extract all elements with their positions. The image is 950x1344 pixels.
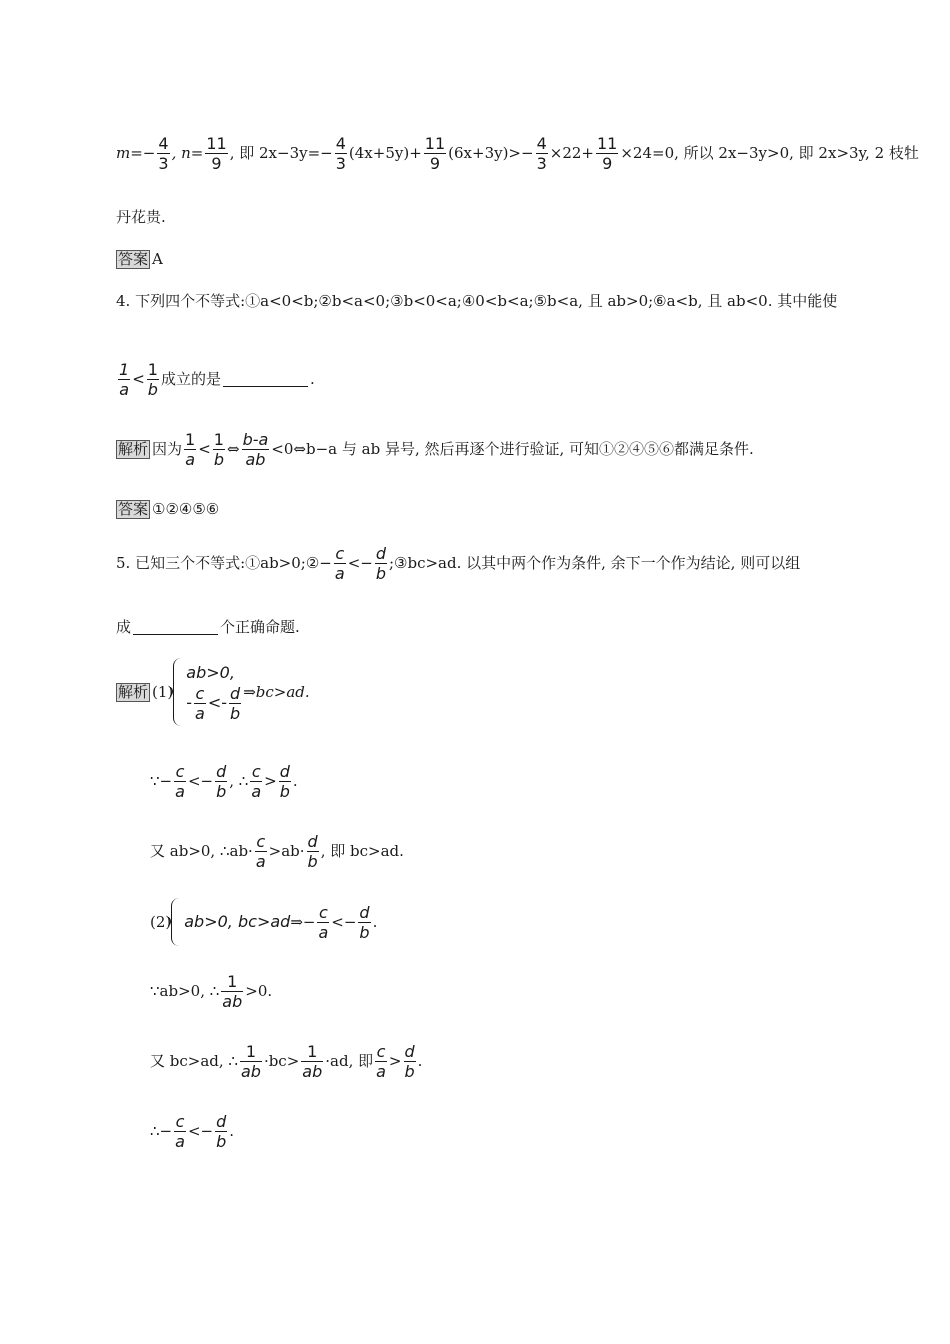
condition-system bbox=[184, 911, 290, 933]
fraction: $\frac{11}{9}$ bbox=[206, 134, 227, 173]
fraction: $\frac{c}{a}$ bbox=[376, 1042, 386, 1081]
prev-solution-line-1 bbox=[116, 134, 919, 173]
q5-stem-line-2 bbox=[116, 620, 300, 635]
condition-row: bc>ad bbox=[237, 912, 291, 931]
fraction: $\frac{4}{3}$ bbox=[335, 134, 346, 173]
fraction: $\frac{d}{b}$ bbox=[216, 1112, 227, 1151]
condition-row: - $\frac{c}{a}$ <- $\frac{d}{b}$ bbox=[186, 683, 241, 723]
text: m=− bbox=[116, 144, 156, 162]
fraction: $\frac{4}{3}$ bbox=[158, 134, 169, 173]
text: 因为 bbox=[152, 440, 183, 458]
text: 成立的是 bbox=[160, 370, 221, 388]
analysis-tag: 解析 bbox=[118, 682, 149, 701]
q4-answer bbox=[116, 500, 219, 519]
condition-row: ab>0, bbox=[186, 662, 235, 682]
less-than-sign: < bbox=[132, 370, 145, 388]
fraction: $\frac{1}{a}$ bbox=[185, 430, 196, 469]
condition-row: ab>0, bbox=[184, 912, 233, 931]
fraction: $\frac{4}{3}$ bbox=[536, 134, 547, 173]
text: 5. 已知三个不等式:①ab>0;②− bbox=[116, 554, 332, 572]
fraction: $\frac{1}{ab}$ bbox=[302, 1042, 323, 1081]
fraction: $\frac{1}{a}$ bbox=[119, 360, 130, 399]
q5-step: 又 bc>ad, ∴ $\frac{1}{ab}$ ·bc> $\frac{1}{ab}$ ·ad, 即 $\frac{c}{a}$ > $\frac{d}{b}$ . bbox=[150, 1042, 423, 1081]
question-text: 4. 下列四个不等式:①a<0<b;②b<a<0;③b<0<a;④0<b<a;⑤b<a, 且 ab>0;⑥a<b, 且 ab<0. 其中能使 bbox=[116, 292, 838, 310]
fraction: $\frac{b-a}{ab}$ bbox=[242, 430, 269, 469]
answer-text: ①②④⑤⑥ bbox=[152, 500, 220, 518]
fraction: $\frac{c}{a}$ bbox=[175, 762, 185, 801]
text: <0⇔b−a 与 ab 异号, 然后再逐个进行验证, 可知①②④⑤⑥都满足条件. bbox=[271, 440, 754, 458]
prev-solution-line-2 bbox=[116, 210, 166, 225]
q5-step: ∴− $\frac{c}{a}$ <− $\frac{d}{b}$ . bbox=[150, 1112, 235, 1151]
fraction: $\frac{c}{a}$ bbox=[255, 832, 266, 871]
text: 丹花贵. bbox=[116, 208, 166, 226]
fraction: $\frac{c}{a}$ bbox=[175, 1112, 185, 1151]
fraction: $\frac{d}{b}$ bbox=[375, 544, 386, 583]
text: (4x+5y)+ bbox=[348, 144, 422, 162]
text: <− bbox=[347, 554, 373, 572]
fraction: $\frac{11}{9}$ bbox=[597, 134, 618, 173]
text: (6x+3y)>− bbox=[448, 144, 534, 162]
q5-analysis-part2: (2) ab>0, bc>ad ⇒− $\frac{c}{a}$ <− $\frac{d}{b}$ . bbox=[150, 898, 377, 946]
iff-symbol: ⇔ bbox=[226, 440, 240, 458]
fraction: $\frac{1}{ab}$ bbox=[240, 1042, 261, 1081]
q5-stem bbox=[116, 544, 800, 583]
less-than-sign: < bbox=[198, 440, 211, 458]
fraction: $\frac{d}{b}$ bbox=[279, 762, 290, 801]
q5-step: ∵− $\frac{c}{a}$ <− $\frac{d}{b}$ , ∴ $\frac{c}{a}$ > $\frac{d}{b}$ . bbox=[150, 762, 298, 801]
part-label: (1) bbox=[152, 682, 174, 701]
fraction: $\frac{11}{9}$ bbox=[424, 134, 446, 173]
q5-analysis-part1 bbox=[116, 658, 310, 726]
text: , n= bbox=[171, 144, 204, 162]
fraction: $\frac{1}{ab}$ bbox=[222, 972, 243, 1011]
text: ×22+ bbox=[549, 144, 594, 162]
text: . bbox=[309, 370, 315, 388]
answer-tag: 答案 bbox=[118, 500, 149, 518]
fraction: $\frac{d}{b}$ bbox=[404, 1042, 415, 1081]
fraction: $\frac{d}{b}$ bbox=[230, 683, 241, 723]
answer-tag: 答案 bbox=[118, 250, 149, 268]
fraction: $\frac{c}{a}$ bbox=[195, 683, 205, 723]
q4-stem-line-2 bbox=[116, 360, 315, 399]
text: ⇒bc>ad. bbox=[243, 682, 310, 701]
answer-blank[interactable] bbox=[223, 372, 308, 387]
fraction: $\frac{d}{b}$ bbox=[216, 762, 227, 801]
left-brace bbox=[171, 898, 180, 946]
answer-text: A bbox=[152, 250, 163, 268]
fraction: $\frac{c}{a}$ bbox=[334, 544, 345, 583]
text: ;③bc>ad. 以其中两个作为条件, 余下一个作为结论, 则可以组 bbox=[388, 554, 801, 572]
fraction: $\frac{c}{a}$ bbox=[251, 762, 262, 801]
fraction: $\frac{c}{a}$ bbox=[318, 902, 329, 942]
fraction: $\frac{1}{b}$ bbox=[213, 430, 224, 469]
condition-system bbox=[186, 662, 243, 723]
text: , 即 2x−3y=− bbox=[229, 144, 333, 162]
q4-analysis bbox=[116, 430, 754, 469]
answer-blank[interactable] bbox=[133, 620, 218, 635]
left-brace bbox=[173, 658, 182, 726]
text: 个正确命题. bbox=[220, 618, 300, 636]
text: 成 bbox=[116, 618, 132, 636]
q5-step: 又 ab>0, ∴ab· $\frac{c}{a}$ >ab· $\frac{d}{b}$ , 即 bc>ad. bbox=[150, 832, 404, 871]
q4-stem bbox=[116, 294, 837, 309]
prev-answer-line bbox=[116, 250, 163, 269]
fraction: $\frac{1}{b}$ bbox=[147, 360, 158, 399]
text: ×24=0, 所以 2x−3y>0, 即 2x>3y, 2 枝牡 bbox=[620, 144, 919, 162]
analysis-tag: 解析 bbox=[118, 440, 149, 458]
fraction: $\frac{d}{b}$ bbox=[307, 832, 318, 871]
fraction: $\frac{d}{b}$ bbox=[359, 902, 370, 942]
part-label: (2) bbox=[150, 912, 172, 931]
q5-step: ∵ab>0, ∴ $\frac{1}{ab}$ >0. bbox=[150, 972, 273, 1011]
